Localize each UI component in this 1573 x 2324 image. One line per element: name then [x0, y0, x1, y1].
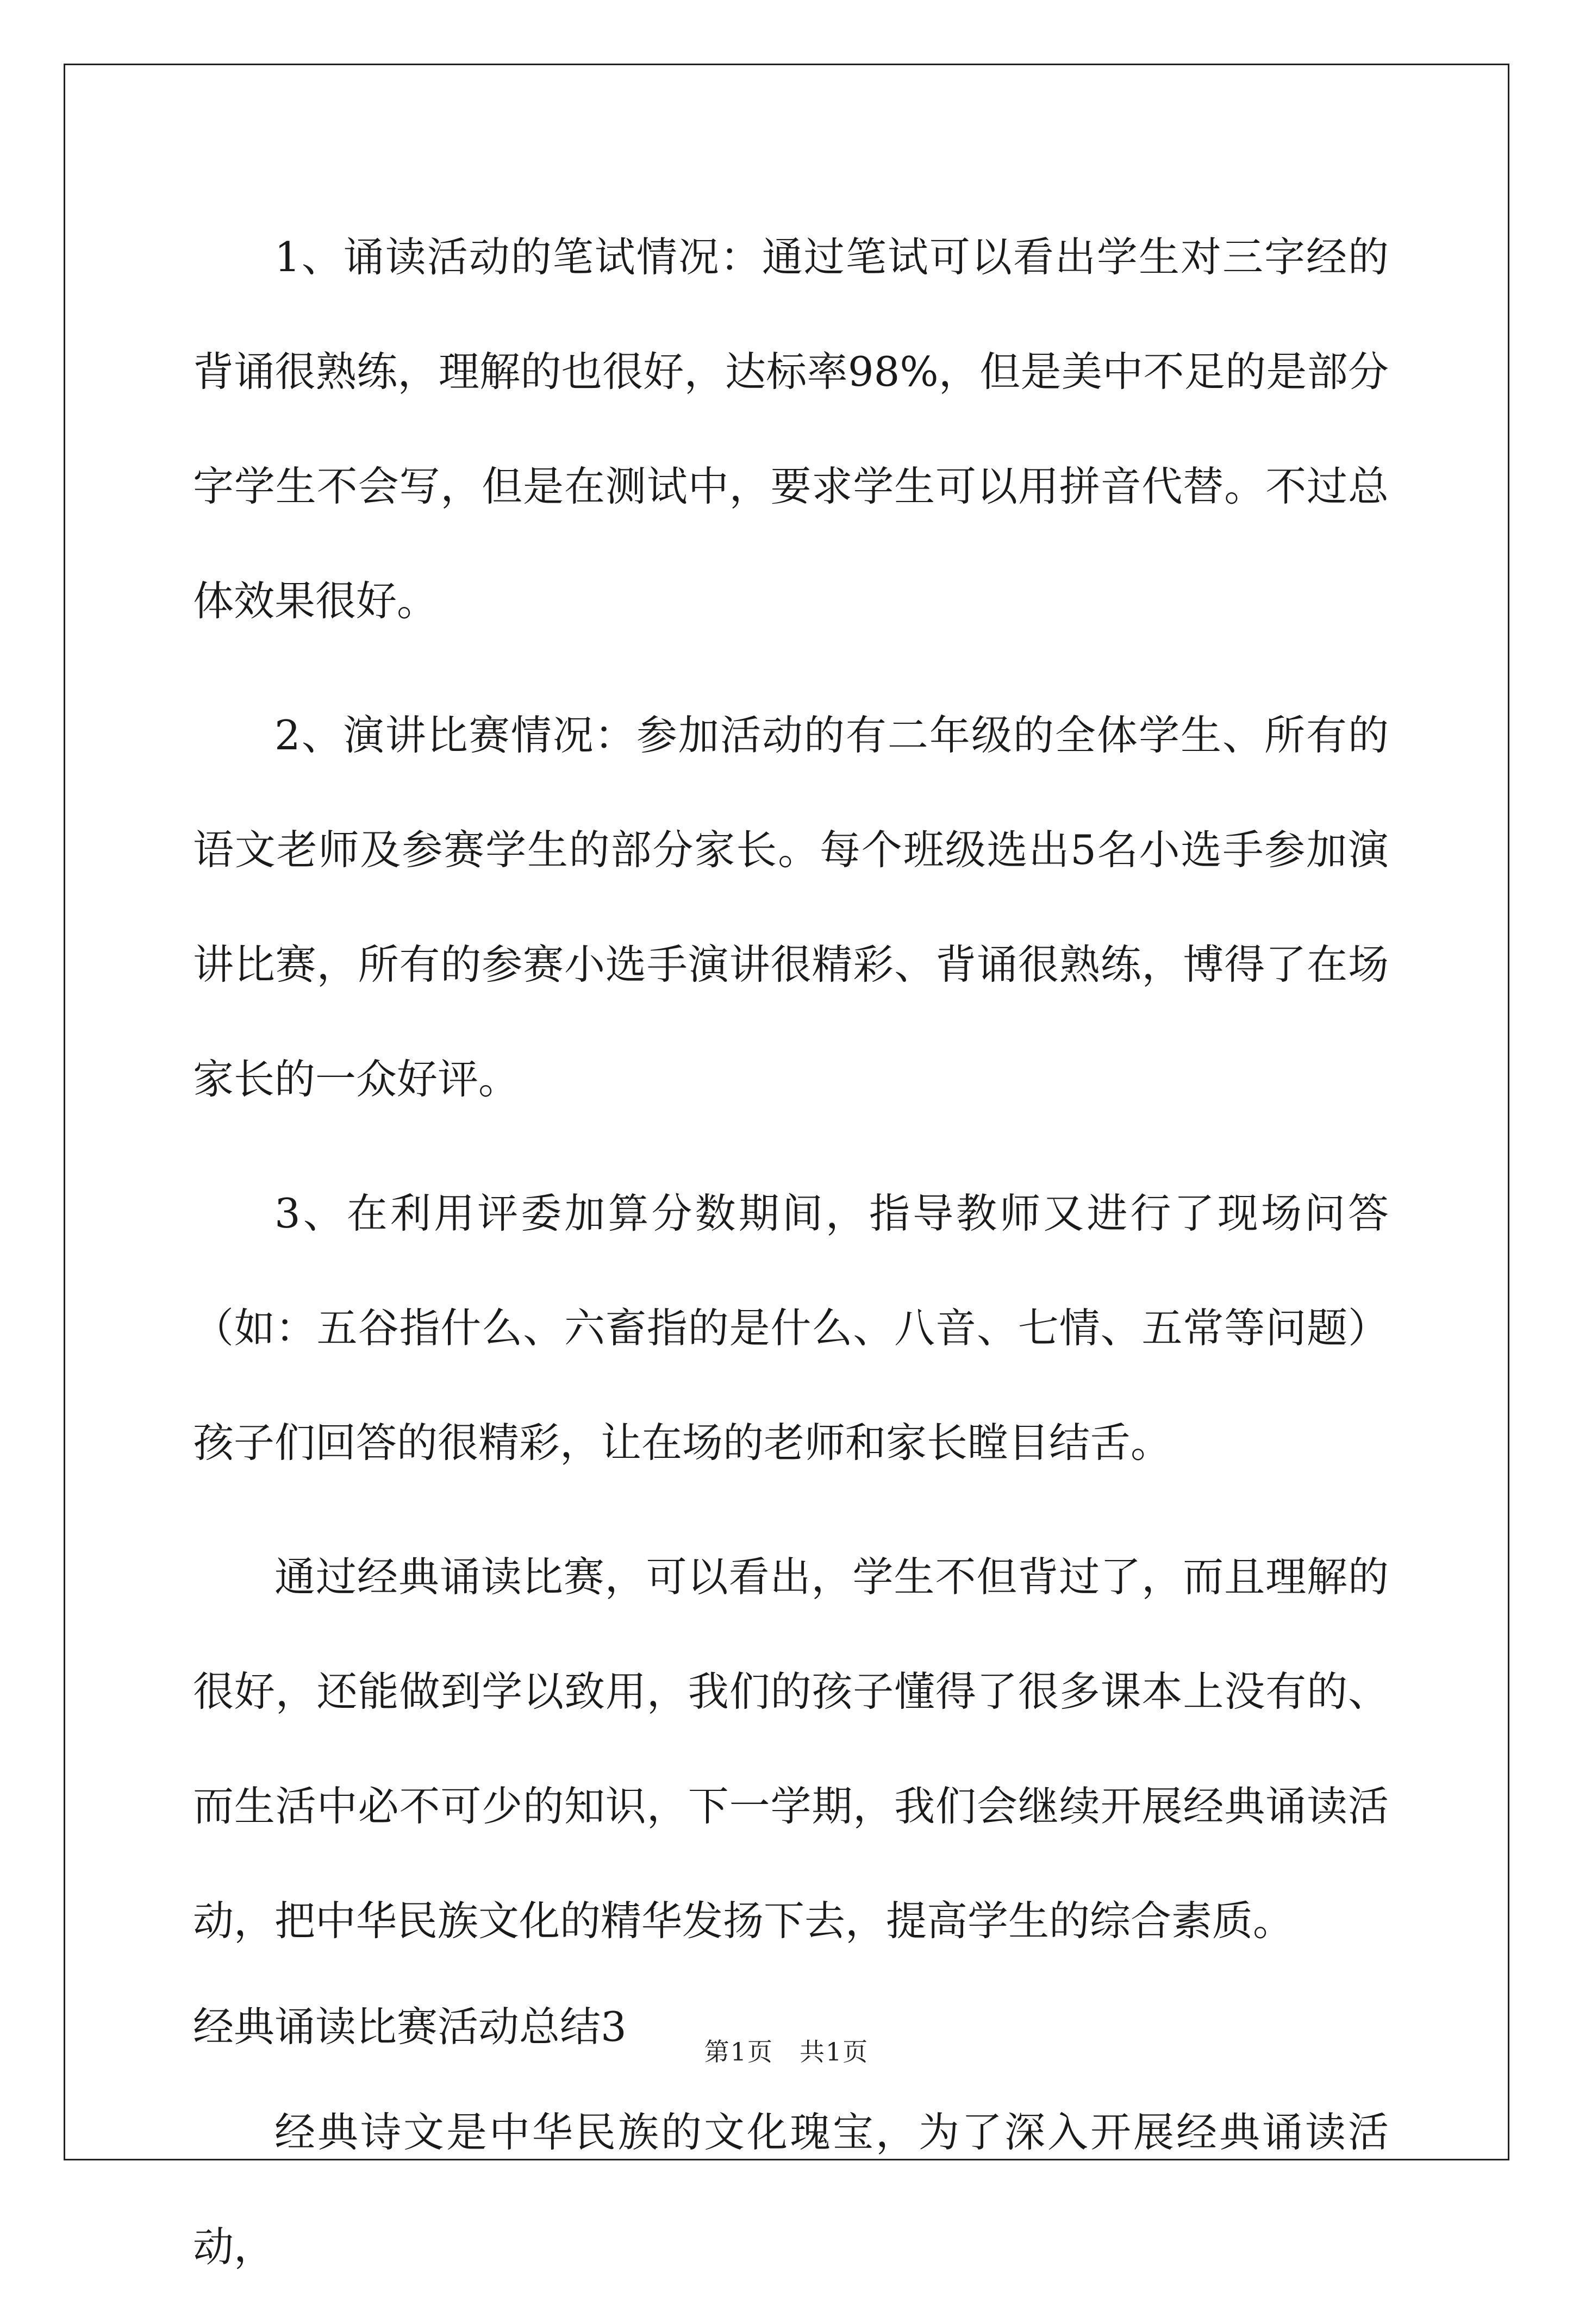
paragraph-speech-contest: 2、演讲比赛情况：参加活动的有二年级的全体学生、所有的语文老师及参赛学生的部分家长。每个班级选出5名小选手参加演讲比赛，所有的参赛小选手演讲很精彩、背诵很熟练，博得了在场家长的一众好评。	[193, 711, 1389, 1103]
paragraph-written-test: 1、诵读活动的笔试情况：通过笔试可以看出学生对三字经的背诵很熟练，理解的也很好，达标率98%，但是美中不足的是部分字学生不会写，但是在测试中，要求学生可以用拼音代替。不过总体效果很好。	[193, 233, 1389, 625]
paragraph-live-qa: 3、在利用评委加算分数期间，指导教师又进行了现场问答（如：五谷指什么、六畜指的是什么、八音、七情、五常等问题）孩子们回答的很精彩，让在场的老师和家长瞠目结舌。	[193, 1189, 1389, 1467]
document-body	[193, 200, 1389, 2324]
page-total: 共1页	[800, 2037, 869, 2066]
page-number: 第1页	[704, 2037, 773, 2066]
paragraph-intro-next: 经典诗文是中华民族的文化瑰宝，为了深入开展经典诵读活动，	[193, 2108, 1389, 2271]
paragraph-conclusion: 通过经典诵读比赛，可以看出，学生不但背过了，而且理解的很好，还能做到学以致用，我们的孩子懂得了很多课本上没有的、而生活中必不可少的知识，下一学期，我们会继续开展经典诵读活动，把中华民族文化的精华发扬下去，提高学生的综合素质。	[193, 1553, 1389, 1945]
section-heading: 经典诵读比赛活动总结3	[193, 2003, 627, 2051]
page-footer	[0, 2032, 1573, 2068]
